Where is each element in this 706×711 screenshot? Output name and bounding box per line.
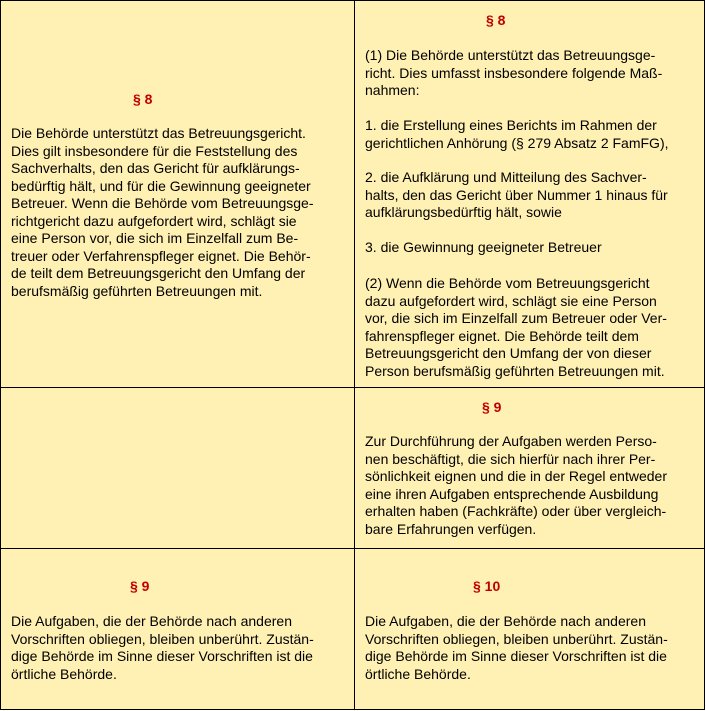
section-text [11,125,313,300]
text-line: aufklärungsbedürftig hält, sowie [365,204,562,220]
section-text [11,613,314,683]
section-heading: § 10 [473,578,501,594]
row1-left-cell [1,1,354,387]
text-line: Sachverhalts, den das Gericht für aufklärungs- [11,160,300,176]
text-line: bare Erfahrungen verfügen. [365,520,537,537]
text-line: richtgericht dazu aufgefordert wird, schlägt sie [11,212,297,229]
text-line: dazu aufgefordert wird, schlägt sie eine Person [365,292,657,309]
paragraph-item-1 [365,117,669,152]
text-line: richt. Dies umfasst insbesondere folgende Maß- [365,64,663,81]
text-line: de teilt dem Betreuungsgericht den Umfang der [11,265,306,281]
paragraph-item-3 [365,239,602,257]
text-line: halts, den das Gericht über Nummer 1 hinaus für [365,186,668,203]
section-heading: § 9 [482,399,502,415]
text-line: (2) Wenn die Behörde vom Betreuungsgericht [365,275,650,291]
text-line: Vorschriften obliegen, bleiben unberührt. Zustän- [11,630,314,647]
text-line: Die Aufgaben, die der Behörde nach anderen [365,613,646,629]
text-line: dige Behörde im Sinne dieser Vorschriften ist die [11,648,313,664]
text-line: 2. die Aufklärung und Mitteilung des Sachver- [365,169,647,185]
text-line: dige Behörde im Sinne dieser Vorschriften ist die [365,648,667,664]
text-line: Betreuer. Wenn die Behörde vom Betreuungsge- [11,195,314,211]
text-line: treuer oder Verfahrenspfleger eignet. Die Behör- [11,247,311,264]
text-line: nahmen: [365,82,420,98]
paragraph-1 [365,47,662,100]
text-line: nen beschäftigt, die sich hierfür nach ihrer Per- [365,450,656,467]
row2-right-cell [355,388,706,548]
section-heading: § 8 [133,91,153,107]
row2-left-cell-empty [1,388,354,548]
text-line: gerichtlichen Anhörung (§ 279 Absatz 2 FamFG), [365,134,669,151]
text-line: fahrenspfleger eignet. Die Behörde teilt dem [365,327,639,344]
text-line: (1) Die Behörde unterstützt das Betreuungsge- [365,47,656,63]
row3-right-cell [355,549,706,711]
text-line: bedürftig hält, und für die Gewinnung geeigneter [11,177,311,194]
section-heading: § 9 [130,578,150,594]
text-line: berufsmäßig geführten Betreuungen mit. [11,282,263,299]
text-line: Die Behörde unterstützt das Betreuungsgericht. [11,125,306,141]
section-text [365,433,667,538]
text-line: sönlichkeit eignen und die in der Regel entweder [365,468,667,484]
text-line: Dies gilt insbesondere für die Feststellung des [11,142,298,159]
text-line: Person berufsmäßig geführten Betreuungen mit. [365,362,665,379]
paragraph-2 [365,275,667,380]
text-line: Vorschriften obliegen, bleiben unberührt. Zustän- [365,630,668,647]
text-line: 1. die Erstellung eines Berichts im Rahmen der [365,117,657,133]
text-line: Die Aufgaben, die der Behörde nach anderen [11,613,292,629]
row1-right-cell [355,1,706,387]
text-line: vor, die sich im Einzelfall zum Betreuer oder Ver- [365,310,667,326]
text-line: Betreuungsgericht den Umfang der von dieser [365,345,652,361]
section-heading: § 8 [486,12,506,28]
text-line: erhalten haben (Fachkräfte) oder über vergleich- [365,503,667,519]
text-line: 3. die Gewinnung geeigneter Betreuer [365,239,602,255]
text-line: Zur Durchführung der Aufgaben werden Perso- [365,433,657,449]
text-line: eine Person vor, die sich im Einzelfall zum Be- [11,230,299,246]
paragraph-item-2 [365,169,668,222]
text-line: örtliche Behörde. [11,665,117,682]
section-text [365,613,668,683]
text-line: örtliche Behörde. [365,665,471,682]
text-line: eine ihren Aufgaben entsprechende Ausbildung [365,485,659,502]
row3-left-cell [1,549,354,711]
